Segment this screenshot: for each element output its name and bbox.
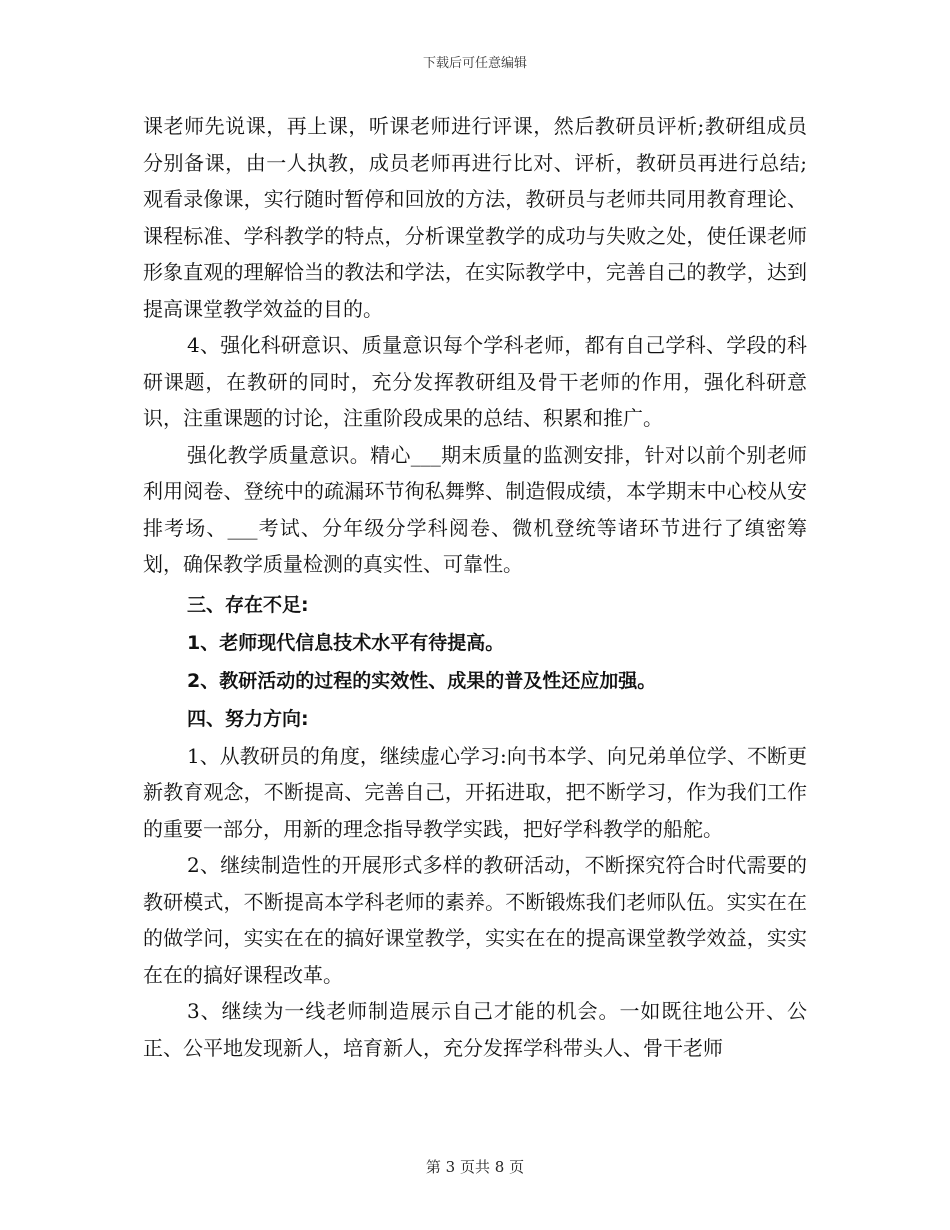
paragraph-research-awareness: 4、强化科研意识、质量意识每个学科老师，都有自己学科、学段的科研课题，在教研的同时，充分发挥教研组及骨干老师的作用，强化科研意识，注重课题的讨论，注重阶段成果的总结、积累和推广。 bbox=[143, 333, 807, 430]
section-heading-directions: 四、努力方向: bbox=[187, 707, 309, 730]
page-header-note: 下载后可任意编辑 bbox=[422, 56, 527, 71]
document-body bbox=[143, 108, 807, 1066]
shortcoming-item-1: 1、老师现代信息技术水平有待提高。 bbox=[187, 631, 505, 654]
shortcoming-item-2: 2、教研活动的过程的实效性、成果的普及性还应加强。 bbox=[187, 669, 657, 692]
paragraph-quality-awareness: 强化教学质量意识。精心___期末质量的监测安排，针对以前个别老师利用阅卷、登统中的疏漏环节徇私舞弊、制造假成绩，本学期末中心校从安排考场、___考试、分年级分学科阅卷、微机登统等诸环节进行了缜密筹划，确保教学质量检测的真实性、可靠性。 bbox=[143, 442, 807, 576]
paragraph-direction-1: 1、从教研员的角度，继续虚心学习:向书本学、向兄弟单位学、不断更新教育观念，不断提高、完善自己，开拓进取，把不断学习，作为我们工作的重要一部分，用新的理念指导教学实践，把好学科教学的船舵。 bbox=[143, 743, 807, 841]
paragraph-continuation: 课老师先说课，再上课，听课老师进行评课，然后教研员评析;教研组成员分别备课，由一人执教，成员老师再进行比对、评析，教研员再进行总结;观看录像课，实行随时暂停和回放的方法，教研员与老师共同用教育理论、课程标准、学科教学的特点，分析课堂教学的成功与失败之处，使任课老师形象直观的理解恰当的教法和学法，在实际教学中，完善自己的教学，达到提高课堂教学效益的目的。 bbox=[143, 114, 807, 321]
section-heading-shortcomings: 三、存在不足: bbox=[187, 593, 309, 616]
page-number: 第 3 页共 8 页 bbox=[425, 1158, 525, 1176]
paragraph-direction-2: 2、继续制造性的开展形式多样的教研活动，不断探究符合时代需要的教研模式，不断提高本学科老师的素养。不断锻炼我们老师队伍。实实在在的做学问，实实在在的搞好课堂教学，实实在在的提高课堂教学效益，实实在在的搞好课程改革。 bbox=[143, 853, 807, 987]
paragraph-direction-3: 3、继续为一线老师制造展示自己才能的机会。一如既往地公开、公正、公平地发现新人，培育新人，充分发挥学科带头人、骨干老师 bbox=[143, 999, 807, 1060]
